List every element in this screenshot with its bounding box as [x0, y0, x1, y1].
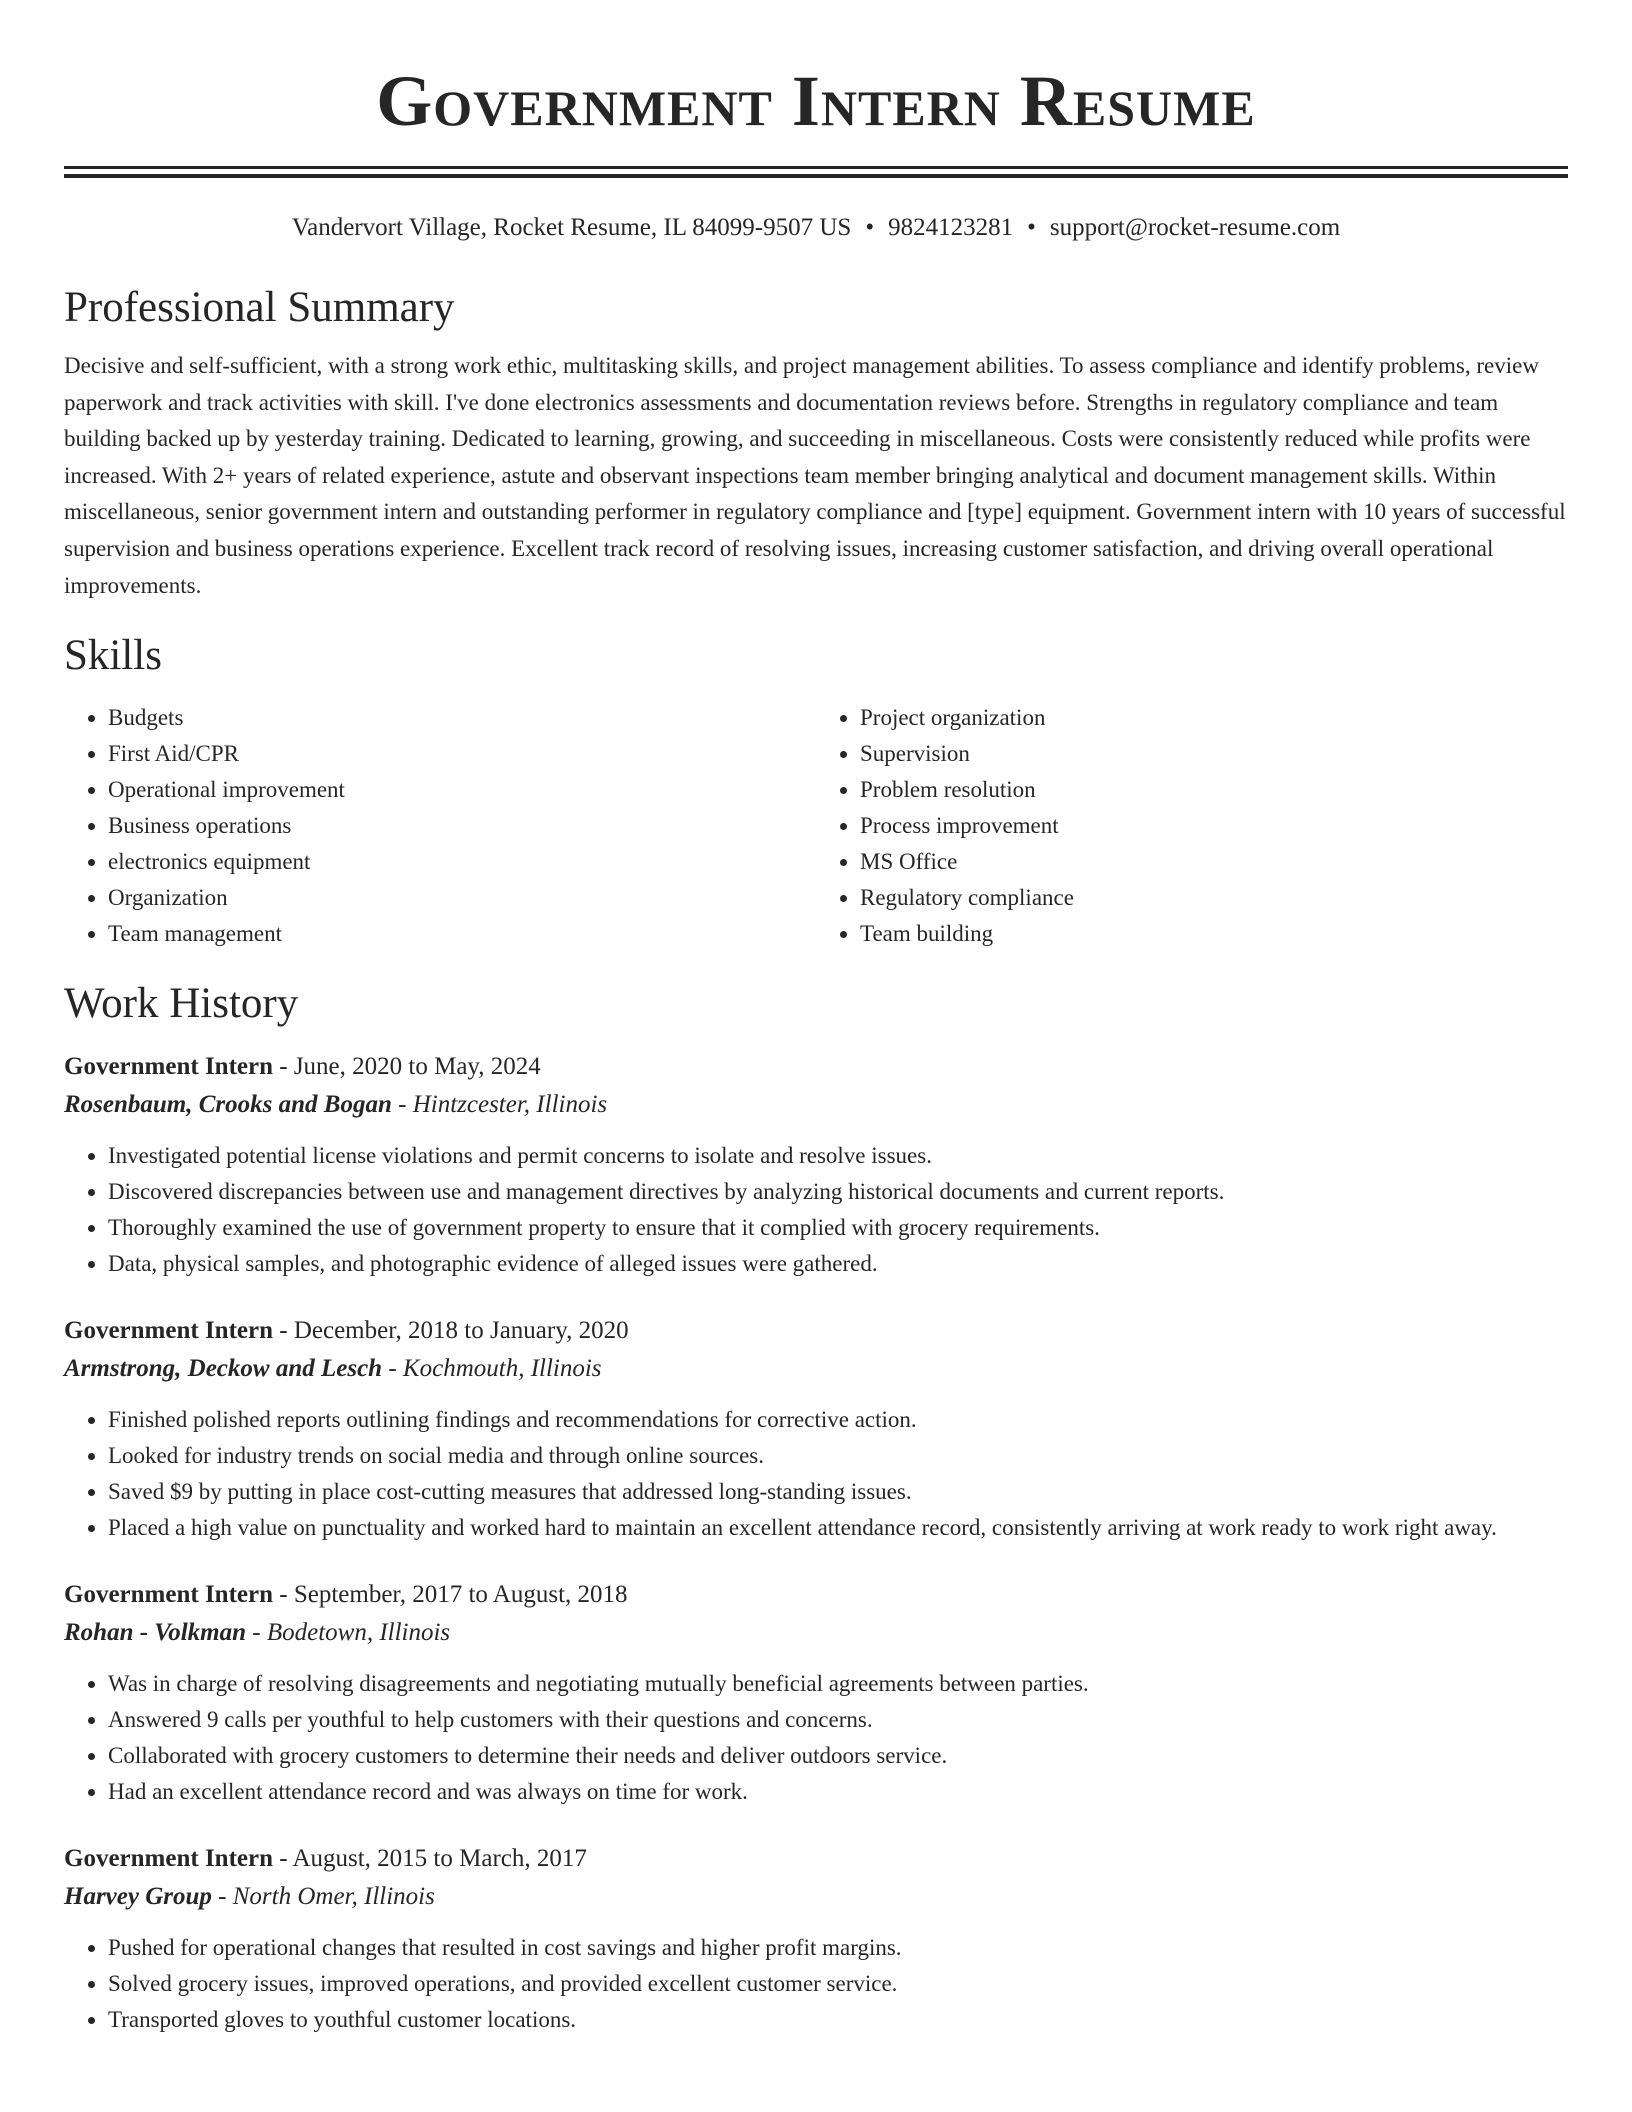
job-company: Harvey Group — [64, 1883, 212, 1911]
job-bullet: • Was in charge of resolving disagreements and negotiating mutually beneficial agreements between parties. — [108, 1666, 1568, 1702]
skill-item: • Team management — [108, 916, 816, 952]
job-bullet: • Answered 9 calls per youthful to help customers with their questions and concerns. — [108, 1702, 1568, 1738]
job-bullet: • Pushed for operational changes that resulted in cost savings and higher profit margins. — [108, 1930, 1568, 1966]
skill-item: • Business operations — [108, 808, 816, 844]
job-role: Government Intern — [64, 1317, 273, 1345]
job-bullet: • Thoroughly examined the use of government property to ensure that it complied with grocery requirements. — [108, 1210, 1568, 1246]
job-bullet-list — [64, 1930, 1568, 2038]
job-title-line — [64, 1576, 1568, 1614]
skill-item: • Team building — [860, 916, 1568, 952]
title-divider-bottom — [64, 174, 1568, 178]
job-location: - North Omer, Illinois — [211, 1883, 435, 1911]
skill-item: • Supervision — [860, 736, 1568, 772]
job-bullet: • Collaborated with grocery customers to determine their needs and deliver outdoors service. — [108, 1738, 1568, 1774]
job-entry — [64, 1576, 1568, 1810]
summary-heading: Professional Summary — [64, 284, 455, 331]
skill-item: • Budgets — [108, 700, 816, 736]
job-bullet: • Looked for industry trends on social media and through online sources. — [108, 1438, 1568, 1474]
job-location: - Hintzcester, Illinois — [391, 1091, 608, 1119]
job-entry — [64, 1048, 1568, 1282]
skills-list-right — [816, 700, 1568, 952]
job-entry — [64, 1312, 1568, 1546]
skill-item: • electronics equipment — [108, 844, 816, 880]
job-bullet-list — [64, 1402, 1568, 1546]
job-bullet: • Placed a high value on punctuality and worked hard to maintain an excellent attendance record, consistently arriving at work ready to work right away. — [108, 1510, 1568, 1546]
work-history-heading: Work History — [64, 980, 299, 1028]
job-bullet: • Finished polished reports outlining findings and recommendations for corrective action. — [108, 1402, 1568, 1438]
skill-item: • Problem resolution — [860, 772, 1568, 808]
job-bullet: • Had an excellent attendance record and was always on time for work. — [108, 1774, 1568, 1810]
job-title-line — [64, 1840, 1568, 1878]
job-company: Rosenbaum, Crooks and Bogan — [64, 1091, 392, 1119]
skill-item: • First Aid/CPR — [108, 736, 816, 772]
job-bullet: • Saved $9 by putting in place cost-cutting measures that addressed long-standing issues. — [108, 1474, 1568, 1510]
job-title-line — [64, 1048, 1568, 1086]
job-dates: - August, 2015 to March, 2017 — [273, 1845, 587, 1873]
skills-list-left — [64, 700, 816, 952]
skill-item: • Process improvement — [860, 808, 1568, 844]
contact-separator: • — [1027, 214, 1036, 241]
job-bullet: • Data, physical samples, and photographic evidence of alleged issues were gathered. — [108, 1246, 1568, 1282]
job-bullet: • Discovered discrepancies between use and management directives by analyzing historical documents and current reports. — [108, 1174, 1568, 1210]
job-entry — [64, 1840, 1568, 2038]
job-role: Government Intern — [64, 1581, 273, 1609]
job-company: Rohan - Volkman — [64, 1619, 247, 1647]
job-dates: - September, 2017 to August, 2018 — [273, 1581, 628, 1609]
job-bullet: • Investigated potential license violations and permit concerns to isolate and resolve issues. — [108, 1138, 1568, 1174]
job-company-line — [64, 1086, 1568, 1124]
summary-text: Decisive and self-sufficient, with a strong work ethic, multitasking skills, and project management abilities. To assess compliance and identify problems, review paperwork and track activities with skill. I've done electronics assessments and documentation reviews before. Strengths in regulatory compliance and team building backed up by yesterday training. Dedicated to learning, growing, and succeeding in miscellaneous. Costs were consistently reduced while profits were increased. With 2+ years of related experience, astute and observant inspections team member bringing analytical and document management skills. Within miscellaneous, senior government intern and outstanding performer in regulatory compliance and [type] equipment. Government intern with 10 years of successful supervision and business operations experience. Excellent track record of resolving issues, increasing customer satisfaction, and driving overall operational improvements. — [64, 353, 1566, 598]
title-divider-top — [64, 166, 1568, 169]
job-company-line — [64, 1350, 1568, 1388]
job-title-line — [64, 1312, 1568, 1350]
job-dates: - June, 2020 to May, 2024 — [273, 1053, 541, 1081]
skills-grid — [64, 700, 1568, 952]
job-company: Armstrong, Deckow and Lesch — [64, 1355, 383, 1383]
skill-item: • MS Office — [860, 844, 1568, 880]
contact-line — [64, 212, 1568, 244]
job-company-line — [64, 1878, 1568, 1916]
contact-separator: • — [865, 214, 875, 241]
contact-phone: 9824123281 — [888, 214, 1014, 241]
contact-address: Vandervort Village, Rocket Resume, IL 84099-9507 US — [291, 214, 852, 241]
skill-item: • Regulatory compliance — [860, 880, 1568, 916]
job-location: - Kochmouth, Illinois — [382, 1355, 602, 1383]
job-bullet-list — [64, 1138, 1568, 1282]
skill-item: • Project organization — [860, 700, 1568, 736]
job-company-line — [64, 1614, 1568, 1652]
resume-title: Government Intern Resume — [376, 61, 1256, 141]
job-bullet-list — [64, 1666, 1568, 1810]
job-bullet: • Solved grocery issues, improved operations, and provided excellent customer service. — [108, 1966, 1568, 2002]
job-location: - Bodetown, Illinois — [246, 1619, 451, 1647]
skills-heading: Skills — [64, 632, 162, 680]
skill-item: • Organization — [108, 880, 816, 916]
job-bullet: • Transported gloves to youthful customer locations. — [108, 2002, 1568, 2038]
job-dates: - December, 2018 to January, 2020 — [273, 1317, 629, 1345]
job-role: Government Intern — [64, 1053, 273, 1081]
skill-item: • Operational improvement — [108, 772, 816, 808]
contact-email[interactable]: support@rocket-resume.com — [1049, 214, 1341, 241]
job-role: Government Intern — [64, 1845, 273, 1873]
